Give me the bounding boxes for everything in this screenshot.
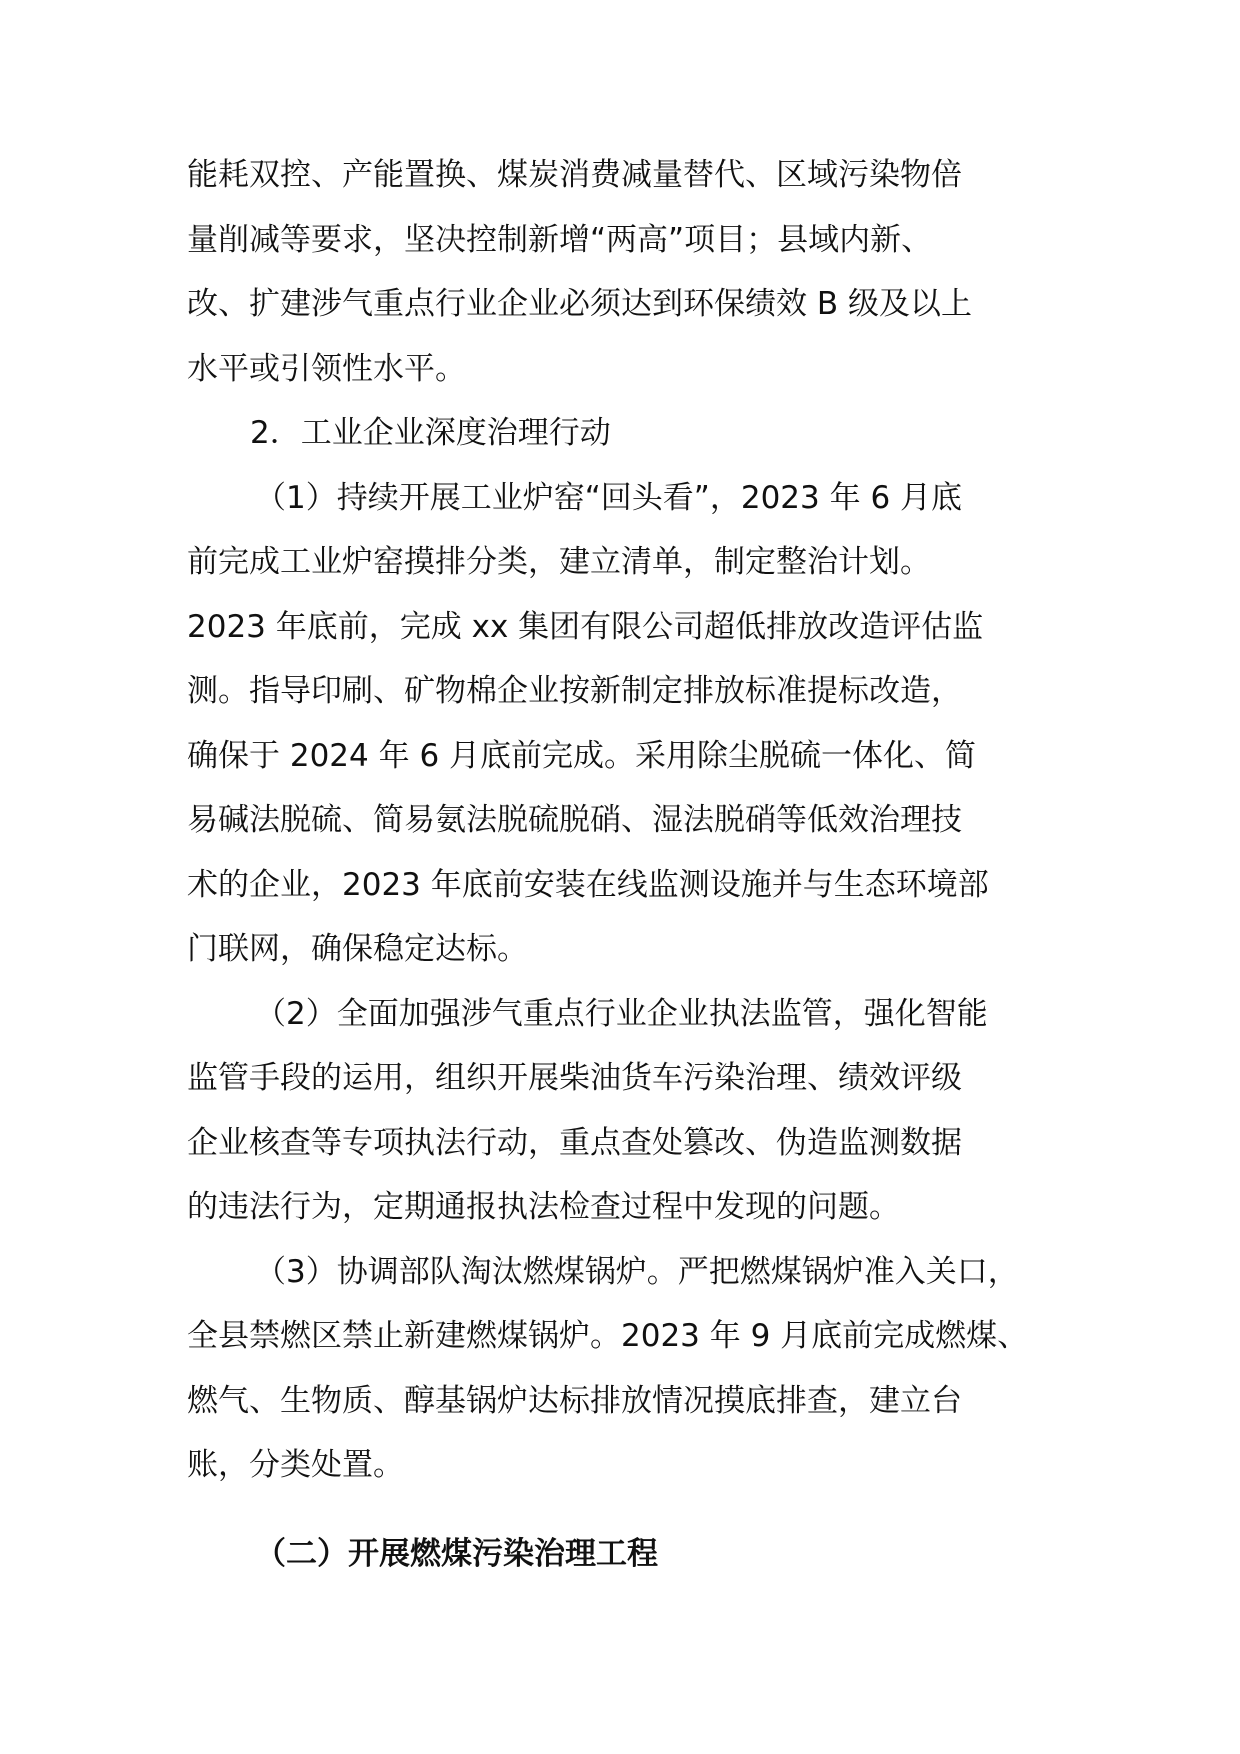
text-line: 改、扩建涉气重点行业企业必须达到环保绩效 B 级及以上 [187, 286, 972, 322]
text-line: 2023 年底前，完成 xx 集团有限公司超低排放改造评估监 [187, 609, 984, 645]
text-line: （2）全面加强涉气重点行业企业执法监管，强化智能 [255, 996, 988, 1032]
text-line: 确保于 2024 年 6 月底前完成。采用除尘脱硫一体化、简 [187, 738, 977, 774]
text-line: 全县禁燃区禁止新建燃煤锅炉。2023 年 9 月底前完成燃煤、 [187, 1318, 1029, 1354]
text-line: 测。指导印刷、矿物棉企业按新制定排放标准提标改造， [187, 673, 962, 709]
text-line: 2．工业企业深度治理行动 [250, 415, 611, 451]
text-line: （1）持续开展工业炉窑“回头看”，2023 年 6 月底 [255, 480, 963, 516]
text-line: 水平或引领性水平。 [187, 351, 466, 387]
heading-line: （二）开展燃煤污染治理工程 [255, 1536, 658, 1572]
text-line: 能耗双控、产能置换、煤炭消费减量替代、区域污染物倍 [187, 157, 962, 193]
text-line: 监管手段的运用，组织开展柴油货车污染治理、绩效评级 [187, 1060, 962, 1096]
text-line: （3）协调部队淘汰燃煤锅炉。严把燃煤锅炉准入关口， [255, 1254, 1019, 1290]
text-line: 易碱法脱硫、简易氨法脱硫脱硝、湿法脱硝等低效治理技 [187, 802, 962, 838]
text-line: 燃气、生物质、醇基锅炉达标排放情况摸底排查，建立台 [187, 1383, 962, 1419]
text-line: 企业核查等专项执法行动，重点查处篡改、伪造监测数据 [187, 1125, 962, 1161]
text-line: 账，分类处置。 [187, 1447, 404, 1483]
text-line: 量削减等要求，坚决控制新增“两高”项目；县域内新、 [187, 222, 933, 258]
text-line: 术的企业，2023 年底前安装在线监测设施并与生态环境部 [187, 867, 989, 903]
text-line: 前完成工业炉窑摸排分类，建立清单，制定整治计划。 [187, 544, 931, 580]
text-line: 的违法行为，定期通报执法检查过程中发现的问题。 [187, 1189, 900, 1225]
text-line: 门联网，确保稳定达标。 [187, 931, 528, 967]
